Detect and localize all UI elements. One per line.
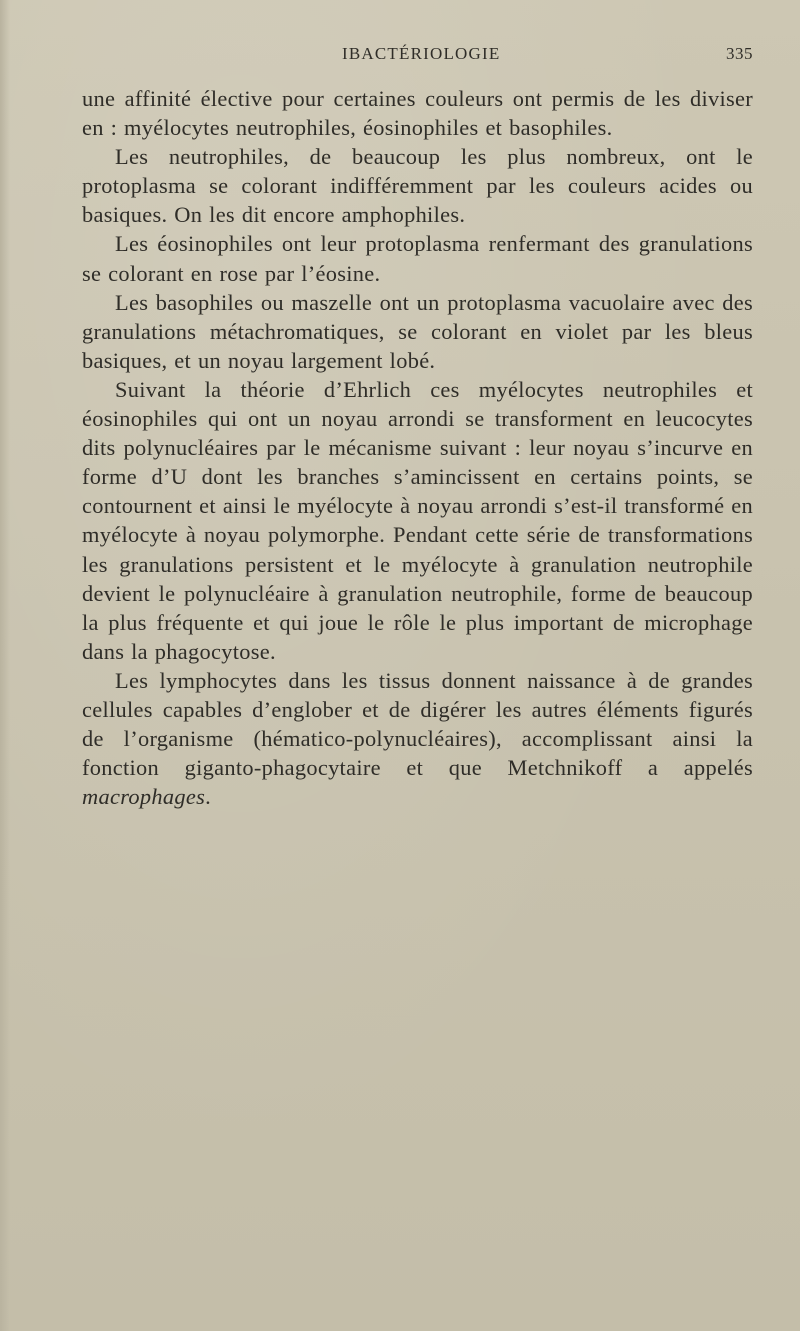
paragraph-eosinophiles: Les éosinophiles ont leur protoplasma renfermant des granulations se colorant en rose par l’éosine.: [82, 231, 753, 286]
paragraph-ehrlich-theory: Suivant la théorie d’Ehrlich ces myélocytes neutrophiles et éosinophiles qui ont un noyau arrondi se transforment en leucocytes dits polynucléaires par le mécanisme suivant : leur noyau s’incurve en forme d’U dont les branches s’amincissent en certains points, se contournent et ainsi le myélocyte à noyau arrondi s’est-il transformé en myélocyte à noyau polymorphe. Pendant cette série de transformations les granulations persistent et le myélocyte à granulation neutrophile devient le polynucléaire à granulation neutrophile, forme de beaucoup la plus fréquente et qui joue le rôle le plus important de microphage dans la phagocytose.: [82, 376, 753, 664]
italic-term-macrophages: macrophages: [82, 784, 206, 810]
running-title: IBACTÉRIOLOGIE: [342, 44, 501, 63]
paragraph-neutrophiles: Les neutrophiles, de beaucoup les plus nombreux, ont le protoplasma se colorant indifféremment par les couleurs acides ou basiques. On les dit encore amphophiles.: [82, 144, 753, 228]
paragraph-end-punctuation: .: [205, 784, 212, 810]
paragraph-lymphocytes: [82, 666, 753, 811]
paragraph-lymphocytes-text: Les lymphocytes dans les tissus donnent naissance à de grandes cellules capables d’englober et de digérer les autres éléments figurés de l’organisme (hématico-polynucléaires), accomplissant ainsi la fonction giganto-phagocytaire et que Metchnikoff a appelés: [82, 667, 753, 781]
page-number: 335: [726, 44, 753, 63]
page-gutter-shadow: [0, 0, 10, 1331]
page-header: [0, 44, 800, 70]
paragraph-continued: une affinité élective pour certaines couleurs ont permis de les diviser en : myélocytes neutrophiles, éosinophiles et basophiles.: [82, 86, 753, 141]
body-text: [82, 84, 753, 811]
paragraph-basophiles: Les basophiles ou maszelle ont un protoplasma vacuolaire avec des granulations métachromatiques, se colorant en violet par les bleus basiques, et un noyau largement lobé.: [82, 289, 753, 373]
